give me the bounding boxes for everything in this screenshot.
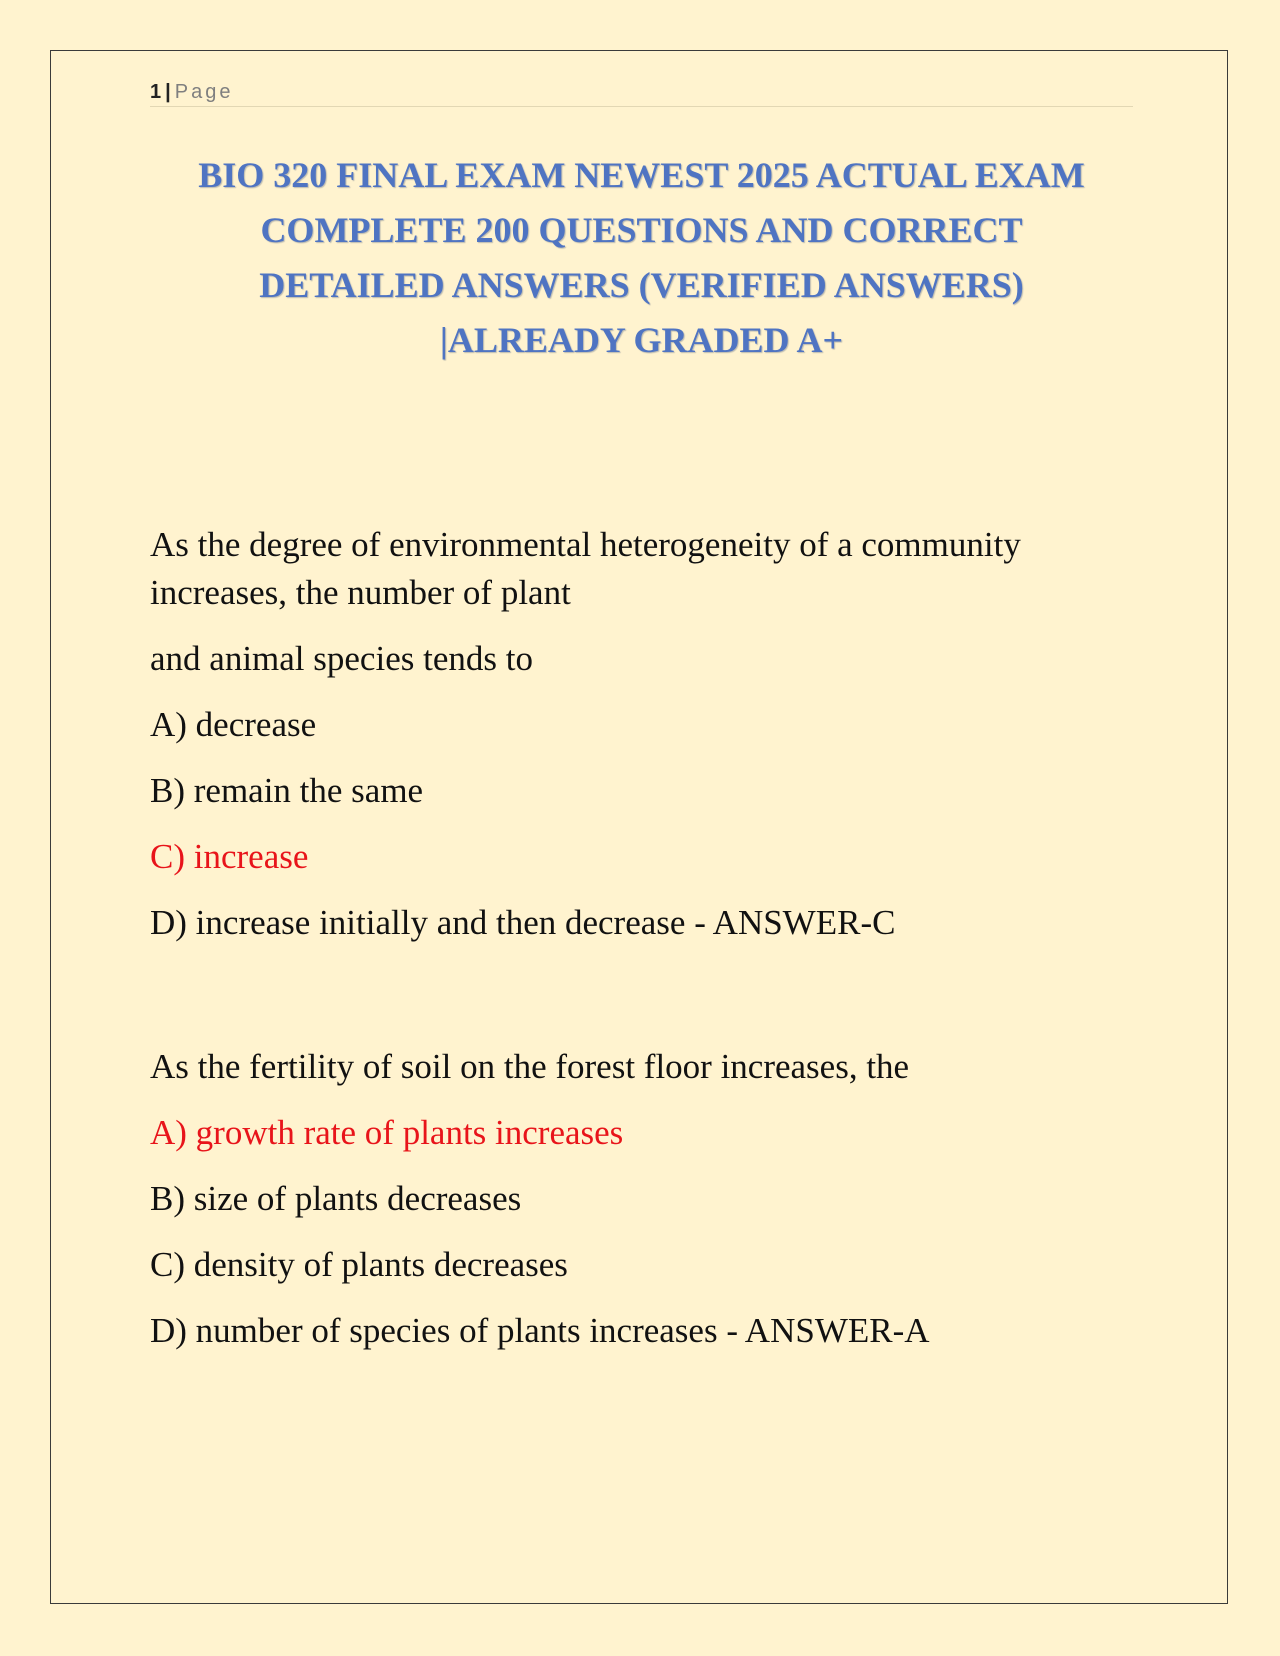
answer-option-b: B) remain the same xyxy=(150,771,424,810)
title-line: COMPLETE 200 QUESTIONS AND CORRECT xyxy=(260,210,1023,250)
page-separator: | xyxy=(165,81,171,103)
answer-option-d: D) number of species of plants increases - ANSWER-A xyxy=(150,1311,930,1350)
answer-option-a: A) decrease xyxy=(150,705,317,744)
answer-option-a-correct: A) growth rate of plants increases xyxy=(150,1113,624,1152)
answer-option-c: C) density of plants decreases xyxy=(150,1245,568,1284)
question-stem-line: As the fertility of soil on the forest floor increases, the xyxy=(150,1047,910,1086)
question-2 xyxy=(150,1043,1140,1355)
answer-option-b: B) size of plants decreases xyxy=(150,1179,522,1218)
page-number: 1 xyxy=(150,81,162,103)
question-stem-line: As the degree of environmental heterogeneity of a community xyxy=(150,525,1021,564)
title-line: |ALREADY GRADED A+ xyxy=(439,320,844,360)
question-1 xyxy=(150,521,1140,947)
page-label: Page xyxy=(174,81,234,103)
title-line: DETAILED ANSWERS (VERIFIED ANSWERS) xyxy=(259,265,1024,305)
document-title xyxy=(150,148,1133,368)
question-stem-line: and animal species tends to xyxy=(150,639,533,678)
answer-option-d: D) increase initially and then decrease - ANSWER-C xyxy=(150,903,896,942)
page-header xyxy=(150,78,1133,107)
question-stem-line: increases, the number of plant xyxy=(150,573,571,612)
title-line: BIO 320 FINAL EXAM NEWEST 2025 ACTUAL EXAM xyxy=(198,155,1085,195)
answer-option-c-correct: C) increase xyxy=(150,837,309,876)
